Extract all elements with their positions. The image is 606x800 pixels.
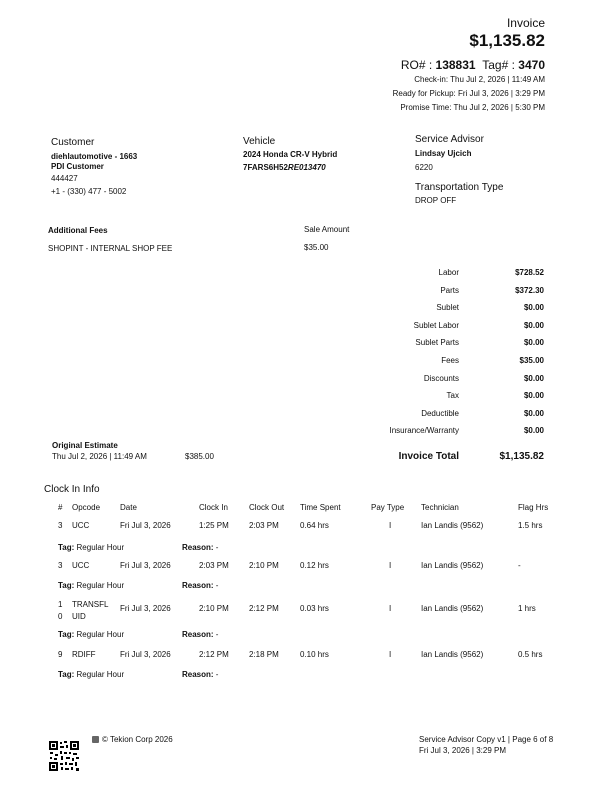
row-number: 0 [58, 612, 63, 621]
totals-value: $372.30 [515, 285, 544, 295]
qr-code-icon [48, 740, 80, 772]
clock-heading: Clock In Info [44, 484, 100, 495]
reason-label: Reason: [182, 670, 214, 679]
vin-part-b: RE013470 [287, 163, 326, 172]
row-clock-out: 2:03 PM [249, 521, 279, 530]
advisor-name: Lindsay Ujcich [415, 149, 472, 158]
row-opcode: UID [72, 612, 86, 621]
totals-label: Discounts [423, 373, 459, 383]
totals-value: $0.00 [523, 338, 544, 348]
reason-label: Reason: [182, 543, 214, 552]
totals-label: Insurance/Warranty [389, 426, 459, 436]
row-number: 3 [58, 521, 63, 530]
ro-tag-line [401, 58, 545, 72]
tag-value: Regular Hour [76, 543, 125, 552]
row-reason [182, 630, 218, 639]
footer-printed: Fri Jul 3, 2026 | 3:29 PM [419, 746, 507, 755]
tag-value: Regular Hour [76, 581, 125, 590]
totals-value: $35.00 [519, 356, 544, 365]
footer-copyright-line [92, 735, 173, 744]
ready-time: Ready for Pickup: Fri Jul 3, 2026 | 3:29 PM [392, 89, 545, 98]
tag-value: Regular Hour [76, 670, 125, 679]
reason-value: - [215, 543, 219, 552]
tag-label: Tag: [58, 581, 75, 590]
customer-line2: PDI Customer [51, 162, 104, 171]
row-technician: Ian Landis (9562) [421, 561, 484, 570]
row-date: Fri Jul 3, 2026 [120, 650, 171, 659]
clock-column-header: Clock Out [249, 503, 285, 512]
estimate-date: Thu Jul 2, 2026 | 11:49 AM [52, 452, 147, 461]
invoice-total-label: Invoice Total [398, 451, 459, 462]
totals-value: $0.00 [523, 426, 544, 436]
row-number: 3 [58, 561, 63, 570]
reason-label: Reason: [182, 581, 214, 590]
clock-column-header: Technician [421, 503, 459, 512]
advisor-number: 6220 [415, 163, 433, 172]
advisor-heading: Service Advisor [415, 134, 484, 145]
header-total: $1,135.82 [469, 31, 545, 50]
totals-label: Deductible [421, 408, 459, 418]
totals-value: $728.52 [515, 268, 544, 277]
clock-column-header: Opcode [72, 503, 101, 512]
row-technician: Ian Landis (9562) [421, 521, 484, 530]
row-date: Fri Jul 3, 2026 [120, 521, 171, 530]
row-time-spent: 0.10 hrs [300, 650, 329, 659]
ro-label: RO# : [400, 58, 433, 72]
tag-label: Tag: [58, 543, 75, 552]
row-clock-in: 1:25 PM [199, 521, 229, 530]
clock-column-header: Clock In [199, 503, 228, 512]
row-technician: Ian Landis (9562) [421, 604, 484, 613]
row-flag-hrs: 1 hrs [518, 604, 536, 613]
tag-label: Tag# : [482, 58, 515, 72]
row-pay-type: I [389, 561, 392, 570]
row-pay-type: I [389, 604, 392, 613]
totals-value: $0.00 [523, 408, 544, 418]
footer-copyright: © Tekion Corp 2026 [102, 735, 173, 744]
totals-label: Sublet Parts [415, 338, 459, 348]
ro-number: 138831 [435, 58, 476, 72]
totals-label: Sublet Labor [413, 320, 459, 330]
estimate-heading: Original Estimate [52, 441, 118, 450]
row-date: Fri Jul 3, 2026 [120, 561, 171, 570]
row-tag [58, 543, 124, 552]
row-time-spent: 0.03 hrs [300, 604, 329, 613]
clock-column-header: # [58, 503, 63, 512]
clock-column-header: Pay Type [371, 503, 405, 512]
tag-value: Regular Hour [76, 630, 125, 639]
row-reason [182, 543, 218, 552]
fees-amount-heading: Sale Amount [304, 225, 350, 234]
row-clock-in: 2:12 PM [199, 650, 229, 659]
row-reason [182, 581, 218, 590]
transport-heading: Transportation Type [415, 182, 504, 193]
row-opcode: TRANSFL [72, 600, 109, 609]
tekion-logo-icon [92, 736, 99, 743]
promise-time: Promise Time: Thu Jul 2, 2026 | 5:30 PM [400, 103, 545, 112]
customer-line1: diehlautomotive - 1663 [51, 152, 138, 161]
tag-label: Tag: [58, 670, 75, 679]
reason-value: - [215, 670, 219, 679]
tag-number: 3470 [518, 58, 545, 72]
row-clock-out: 2:18 PM [249, 650, 279, 659]
row-opcode: UCC [72, 521, 90, 530]
totals-label: Tax [446, 391, 459, 401]
reason-label: Reason: [182, 630, 214, 639]
totals-value: $0.00 [523, 391, 544, 401]
row-tag [58, 581, 124, 590]
row-flag-hrs: 0.5 hrs [518, 650, 543, 659]
document-type: Invoice [506, 16, 545, 30]
totals-label: Labor [438, 268, 459, 277]
clock-column-header: Flag Hrs [518, 503, 549, 512]
vehicle-vin [243, 163, 326, 172]
row-clock-out: 2:12 PM [249, 604, 279, 613]
row-clock-out: 2:10 PM [249, 561, 279, 570]
fee-item: SHOPINT - INTERNAL SHOP FEE [48, 244, 173, 253]
reason-value: - [215, 630, 219, 639]
footer-copy-info: Service Advisor Copy v1 | Page 6 of 8 [419, 735, 554, 744]
row-pay-type: I [389, 521, 392, 530]
totals-label: Sublet [436, 303, 459, 313]
totals-value: $0.00 [523, 303, 544, 313]
checkin-time: Check-in: Thu Jul 2, 2026 | 11:49 AM [414, 75, 545, 84]
row-tag [58, 630, 124, 639]
row-opcode: UCC [72, 561, 90, 570]
clock-column-header: Time Spent [300, 503, 341, 512]
totals-label: Parts [440, 285, 459, 295]
fees-heading: Additional Fees [48, 226, 108, 235]
fee-amount: $35.00 [304, 243, 329, 252]
clock-column-header: Date [120, 503, 137, 512]
tag-label: Tag: [58, 630, 75, 639]
row-number: 1 [58, 600, 63, 609]
transport-value: DROP OFF [415, 196, 457, 205]
customer-line3: 444427 [51, 174, 78, 183]
row-clock-in: 2:03 PM [199, 561, 229, 570]
row-opcode: RDIFF [72, 650, 96, 659]
customer-phone: +1 - (330) 477 - 5002 [51, 187, 127, 196]
row-number: 9 [58, 650, 63, 659]
row-date: Fri Jul 3, 2026 [120, 604, 171, 613]
reason-value: - [215, 581, 219, 590]
estimate-amount: $385.00 [185, 452, 214, 461]
row-clock-in: 2:10 PM [199, 604, 229, 613]
totals-label: Fees [441, 356, 459, 365]
totals-value: $0.00 [523, 320, 544, 330]
row-pay-type: I [389, 650, 392, 659]
row-time-spent: 0.64 hrs [300, 521, 329, 530]
vehicle-model: 2024 Honda CR-V Hybrid [243, 150, 338, 159]
invoice-total-value: $1,135.82 [499, 451, 544, 462]
row-time-spent: 0.12 hrs [300, 561, 329, 570]
customer-heading: Customer [51, 137, 95, 148]
row-flag-hrs: - [518, 561, 521, 570]
row-technician: Ian Landis (9562) [421, 650, 484, 659]
vin-part-a: 7FARS6H52 [243, 163, 288, 172]
row-tag [58, 670, 124, 679]
row-reason [182, 670, 218, 679]
vehicle-heading: Vehicle [243, 136, 276, 147]
totals-value: $0.00 [523, 373, 544, 383]
row-flag-hrs: 1.5 hrs [518, 521, 543, 530]
